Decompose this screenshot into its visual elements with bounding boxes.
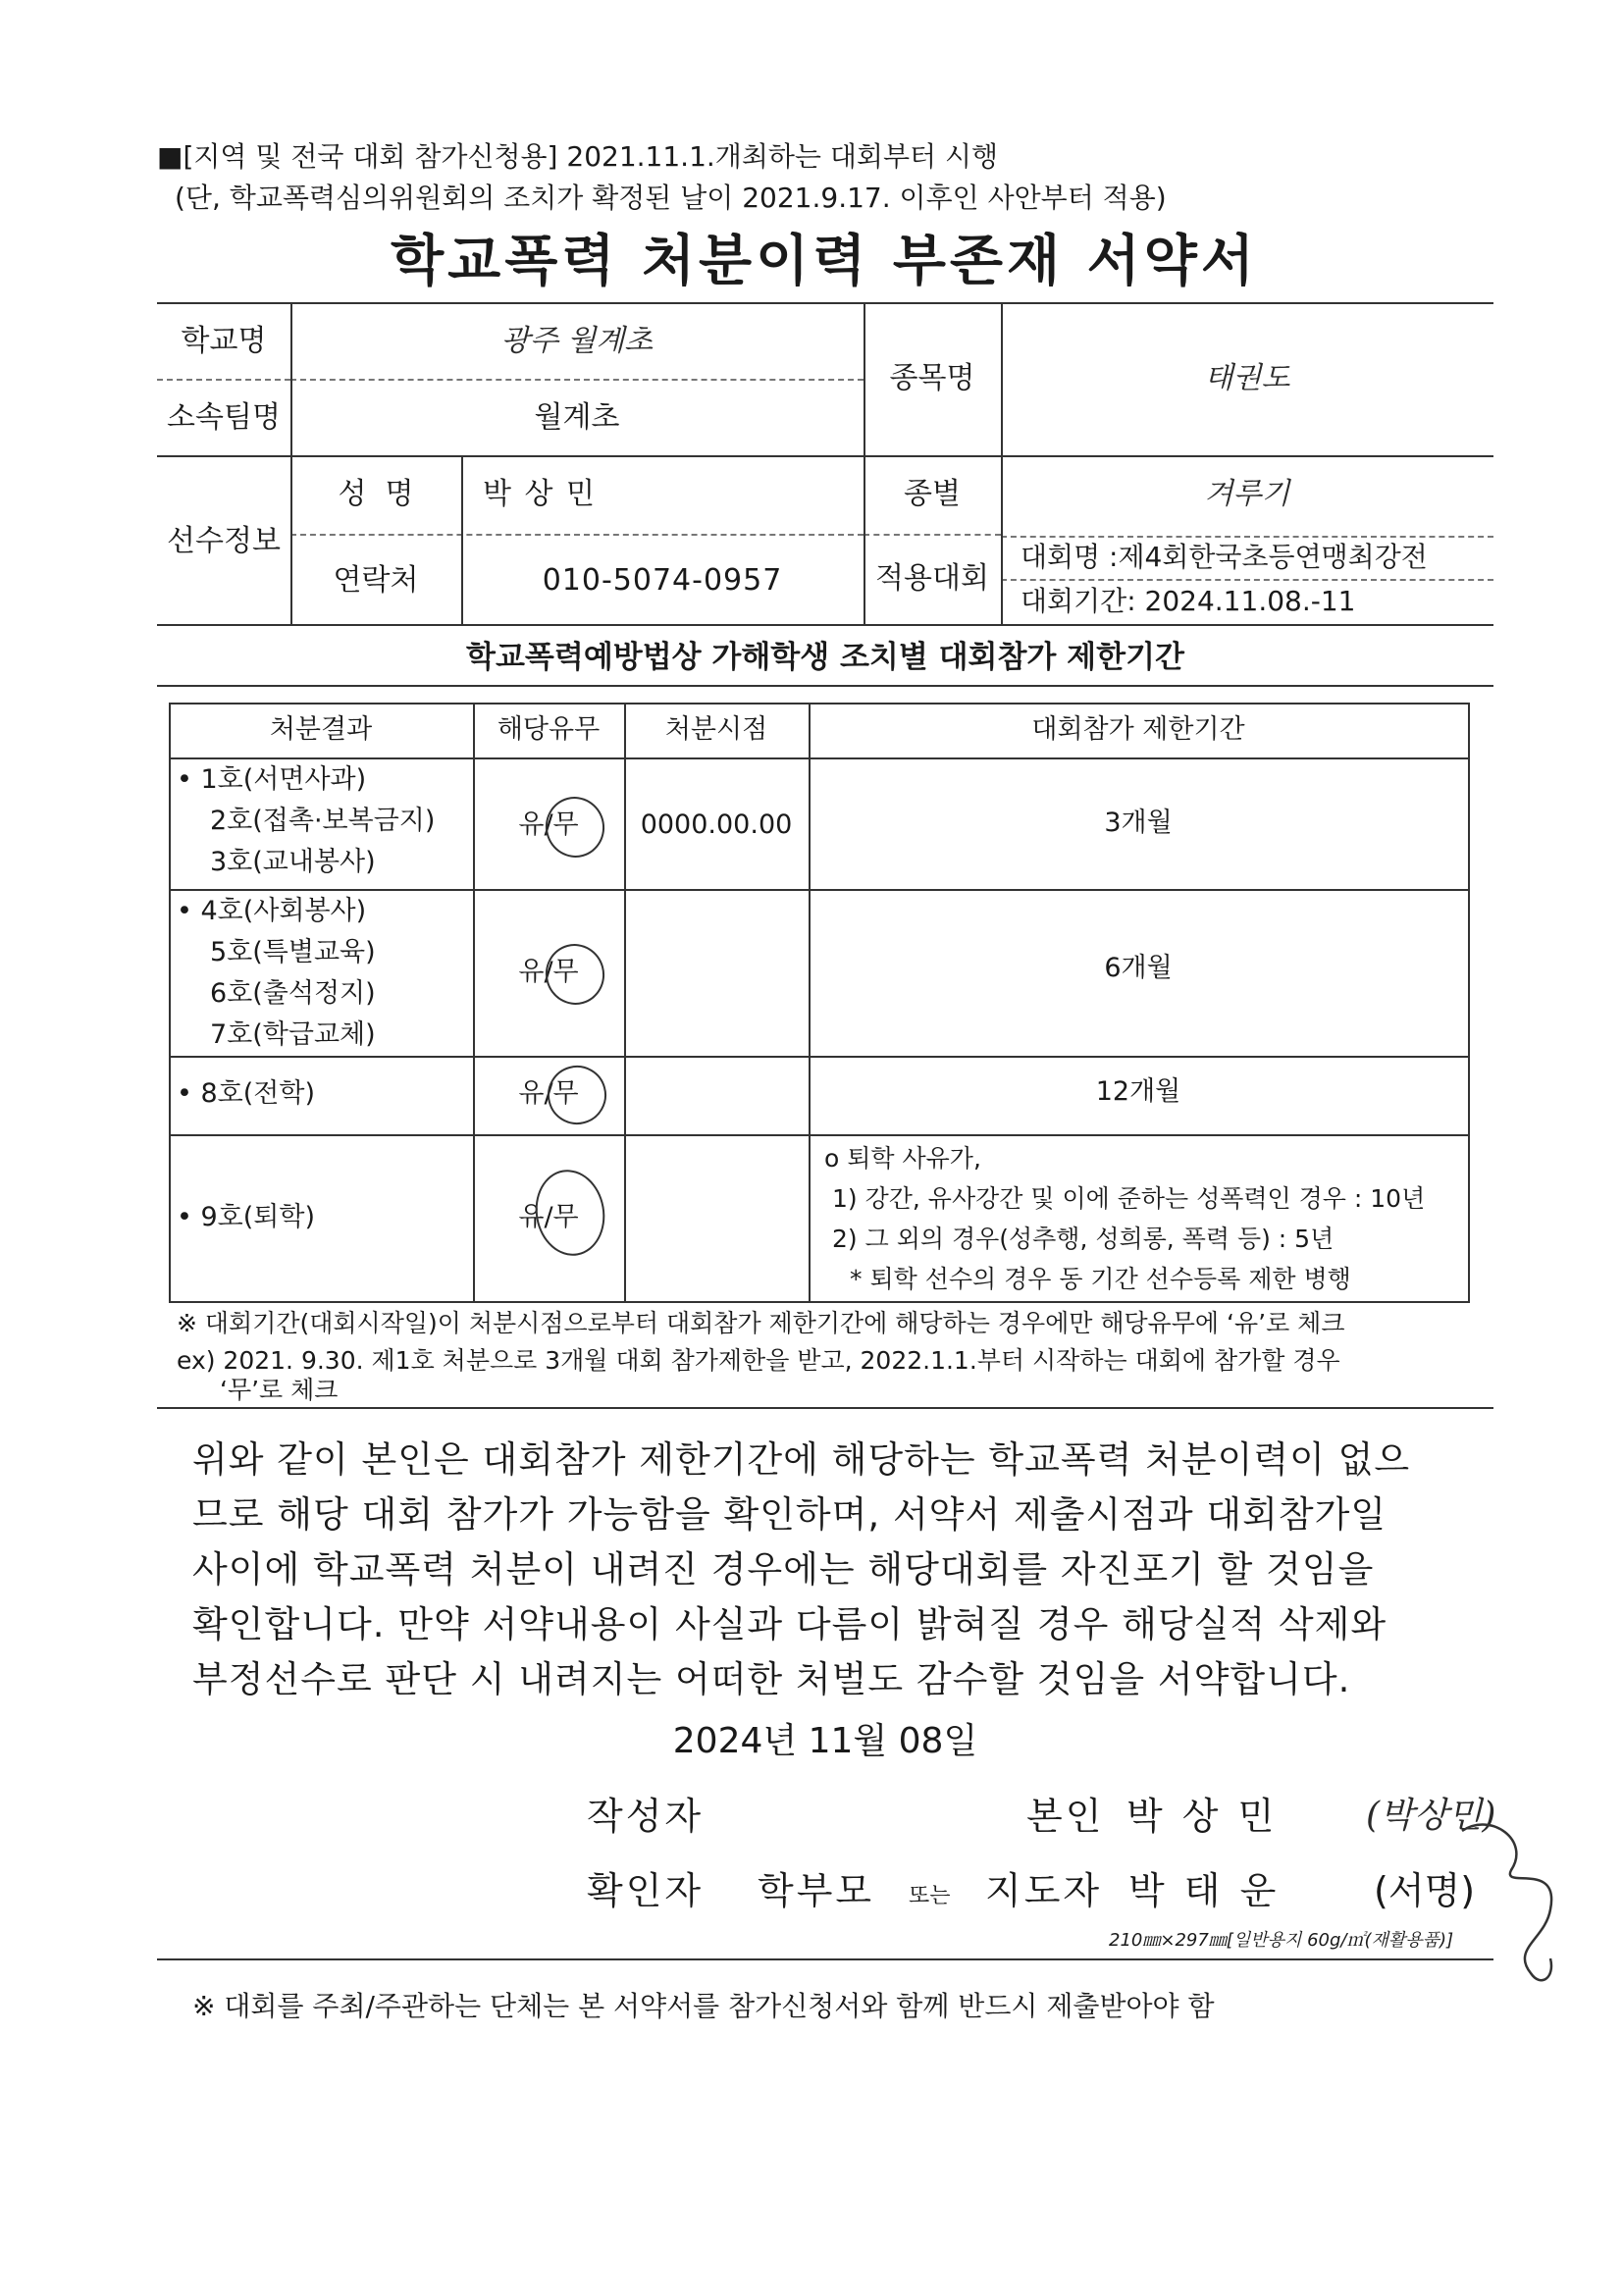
paper-spec: 210㎜×297㎜[일반용지 60g/㎡(재활용품)]: [1109, 1930, 1454, 1951]
disposal-item: 3호(교내봉사): [210, 847, 376, 877]
writer-label: 작성자: [587, 1795, 705, 1838]
team-label: 소속팀명: [167, 400, 281, 435]
pledge-line: 위와 같이 본인은 대회참가 제한기간에 해당하는 학교폭력 처분이력이 없으: [192, 1438, 1411, 1481]
name-value: 박 상 민: [483, 477, 598, 511]
applicable-yn: 유/무: [518, 1078, 579, 1109]
disposal-item: • 8호(전학): [177, 1078, 315, 1109]
notice-line-2: (단, 학교폭력심의위원회의 조치가 확정된 날이 2021.9.17. 이후인 사안부터 적용): [175, 182, 1167, 214]
disposal-item: • 4호(사회봉사): [177, 896, 367, 926]
note-3: ‘무’로 체크: [220, 1376, 339, 1404]
confirmer-signature: (서명): [1374, 1869, 1476, 1912]
confirmer-or: 또는: [909, 1884, 951, 1908]
period-line: 1) 강간, 유사강간 및 이에 준하는 성폭력인 경우 : 10년: [832, 1184, 1426, 1213]
header-applicable: 해당유무: [497, 714, 601, 745]
applicable-yn: 유/무: [518, 809, 579, 840]
period-line: * 퇴학 선수의 경우 동 기간 선수등록 제한 병행: [850, 1265, 1351, 1293]
disposal-item: 5호(특별교육): [210, 937, 376, 967]
header-restriction-period: 대회참가 제한기간: [1031, 714, 1245, 745]
period-line: o 퇴학 사유가,: [824, 1144, 981, 1173]
event-value: 태권도: [1204, 361, 1290, 395]
handwritten-signature-icon: [1452, 1801, 1599, 1998]
disposal-item: 6호(출석정지): [210, 978, 376, 1009]
check-mark-circle: [529, 1165, 611, 1262]
pledge-line: 므로 해당 대회 참가가 가능함을 확인하며, 서약서 제출시점과 대회참가일: [192, 1493, 1387, 1536]
category-label: 종별: [904, 477, 961, 511]
notice-line-1: ■[지역 및 전국 대회 참가신청용] 2021.11.1.개최하는 대회부터 시행: [157, 140, 999, 173]
table-row: [177, 1077, 315, 1111]
school-name-value: 광주 월계초: [500, 324, 654, 358]
confirmer-role: 지도자: [985, 1869, 1103, 1912]
school-name-label: 학교명: [181, 324, 267, 358]
note-2: ex) 2021. 9.30. 제1호 처분으로 3개월 대회 참가제한을 받고, 2022.1.1.부터 시작하는 대회에 참가할 경우: [177, 1346, 1340, 1375]
note-1: ※ 대회기간(대회시작일)이 처분시점으로부터 대회참가 제한기간에 해당하는 경우에만 해당유무에 ‘유’로 체크: [177, 1309, 1345, 1337]
category-value: 겨루기: [1204, 477, 1290, 511]
restriction-period: 12개월: [1095, 1076, 1181, 1107]
pledge-date: 2024년 11월 08일: [672, 1721, 978, 1761]
team-value: 월계초: [534, 400, 620, 435]
applied-competition-label: 적용대회: [875, 561, 989, 596]
section-title: 학교폭력예방법상 가해학생 조치별 대회참가 제한기간: [466, 640, 1184, 675]
confirmer-label: 확인자: [587, 1869, 705, 1912]
pledge-text: [192, 1433, 1488, 1707]
name-label: 성 명: [338, 477, 414, 511]
document-title: 학교폭력 처분이력 부존재 서약서: [391, 230, 1258, 293]
header-disposal-date: 처분시점: [664, 714, 768, 745]
competition-name: 대회명 :제4회한국초등연맹최강전: [1021, 541, 1428, 573]
disposal-date: 0000.00.00: [640, 809, 793, 840]
player-info-label: 선수정보: [167, 524, 281, 558]
disposal-item: • 9호(퇴학): [177, 1202, 315, 1232]
disposal-item: 2호(접촉·보복금지): [210, 806, 436, 836]
table-row: [177, 763, 435, 887]
pledge-line: 확인합니다. 만약 서약내용이 사실과 다름이 밝혀질 경우 해당실적 삭제와: [192, 1603, 1387, 1645]
confirmer-parent: 학부모: [758, 1869, 875, 1912]
table-row: [177, 895, 376, 1060]
table-row: [177, 1201, 315, 1234]
check-mark-circle: [539, 790, 611, 863]
check-mark-circle: [541, 1059, 612, 1130]
expulsion-period-details: [824, 1138, 1425, 1299]
contact-value: 010-5074-0957: [542, 563, 783, 598]
pledge-line: 사이에 학교폭력 처분이 내려진 경우에는 해당대회를 자진포기 할 것임을: [192, 1548, 1375, 1591]
writer-signature: (박상민): [1366, 1796, 1496, 1836]
writer-name: 박 상 민: [1126, 1795, 1279, 1838]
contact-label: 연락처: [333, 563, 419, 598]
competition-period: 대회기간: 2024.11.08.-11: [1021, 585, 1356, 617]
pledge-line: 부정선수로 판단 시 내려지는 어떠한 처벌도 감수할 것임을 서약합니다.: [192, 1658, 1351, 1700]
writer-role: 본인: [1026, 1795, 1105, 1838]
applicable-yn: 유/무: [518, 1202, 579, 1232]
restriction-period: 3개월: [1104, 808, 1173, 838]
applicable-yn: 유/무: [518, 957, 579, 987]
check-mark-circle: [539, 937, 611, 1011]
header-result: 처분결과: [269, 714, 373, 745]
event-label: 종목명: [889, 361, 975, 395]
confirmer-name: 박 태 운: [1128, 1869, 1281, 1912]
restriction-period: 6개월: [1104, 953, 1173, 983]
disposal-item: • 1호(서면사과): [177, 764, 367, 795]
period-line: 2) 그 외의 경우(성추행, 성희롱, 폭력 등) : 5년: [832, 1225, 1335, 1253]
footer-note: ※ 대회를 주최/주관하는 단체는 본 서약서를 참가신청서와 함께 반드시 제출받아야 함: [192, 1990, 1215, 2022]
disposal-item: 7호(학급교체): [210, 1019, 376, 1050]
